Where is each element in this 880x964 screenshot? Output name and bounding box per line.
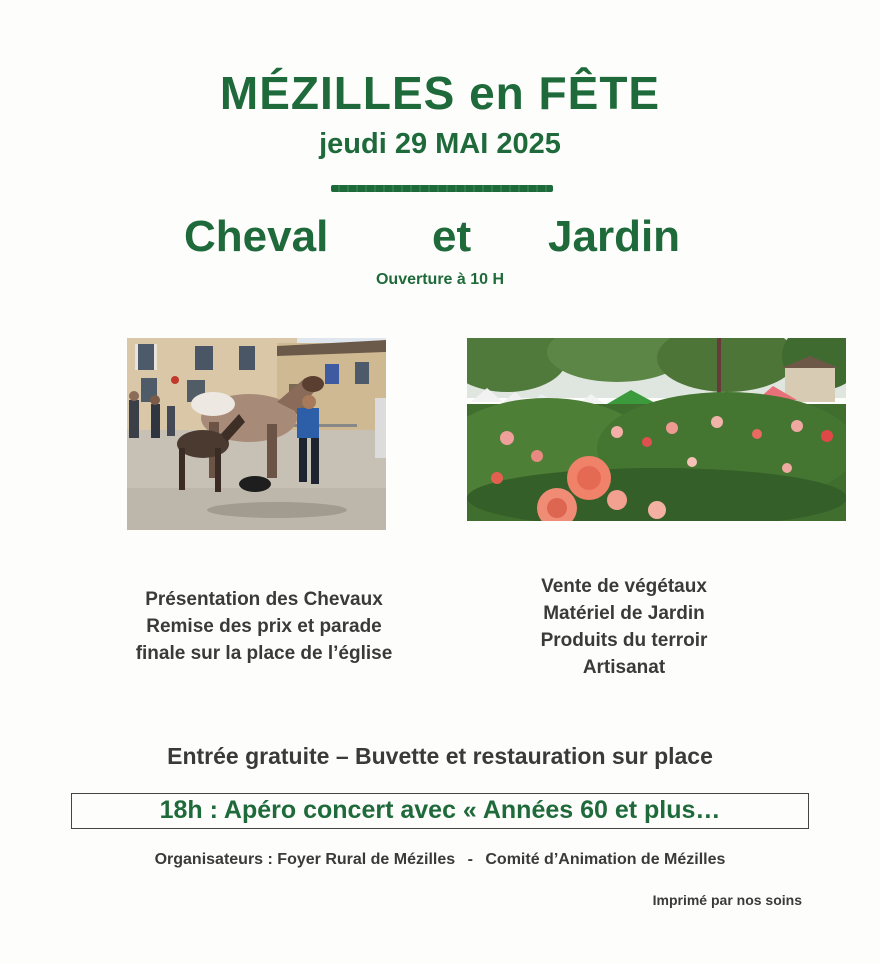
theme-word-jardin: Jardin — [548, 212, 681, 261]
opening-time: Ouverture à 10 H — [375, 271, 505, 288]
dashed-divider — [331, 185, 553, 192]
organizers-line — [0, 851, 880, 869]
horse-activity-line: Présentation des Chevaux — [145, 589, 383, 610]
garden-activity-line: Matériel de Jardin — [543, 603, 705, 624]
organizer-comite-animation: Comité d’Animation de Mézilles — [485, 851, 726, 868]
garden-activity-line: Vente de végétaux — [541, 576, 707, 597]
horse-activities — [80, 586, 448, 667]
horse-activity-line: Remise des prix et parade — [146, 616, 382, 637]
garden-activities — [470, 573, 778, 681]
horse-activity-line: finale sur la place de l’église — [135, 643, 393, 664]
entry-info: Entrée gratuite – Buvette et restauration sur place — [167, 743, 713, 769]
event-date: jeudi 29 MAI 2025 — [319, 128, 561, 160]
organizers-separator: - — [467, 851, 473, 868]
organizer-foyer-rural: Foyer Rural de Mézilles — [277, 851, 456, 868]
garden-photo — [467, 338, 846, 521]
theme-word-cheval: Cheval — [184, 212, 329, 261]
organizers-label: Organisateurs : — [154, 851, 273, 868]
horses-photo — [127, 338, 386, 530]
event-title: MÉZILLES en FÊTE — [219, 67, 661, 119]
printed-note: Imprimé par nos soins — [652, 892, 802, 908]
garden-activity-line: Produits du terroir — [540, 630, 708, 651]
theme-word-et: et — [432, 212, 472, 261]
concert-announcement: 18h : Apéro concert avec « Années 60 et plus… — [159, 796, 721, 824]
garden-activity-line: Artisanat — [582, 657, 666, 678]
